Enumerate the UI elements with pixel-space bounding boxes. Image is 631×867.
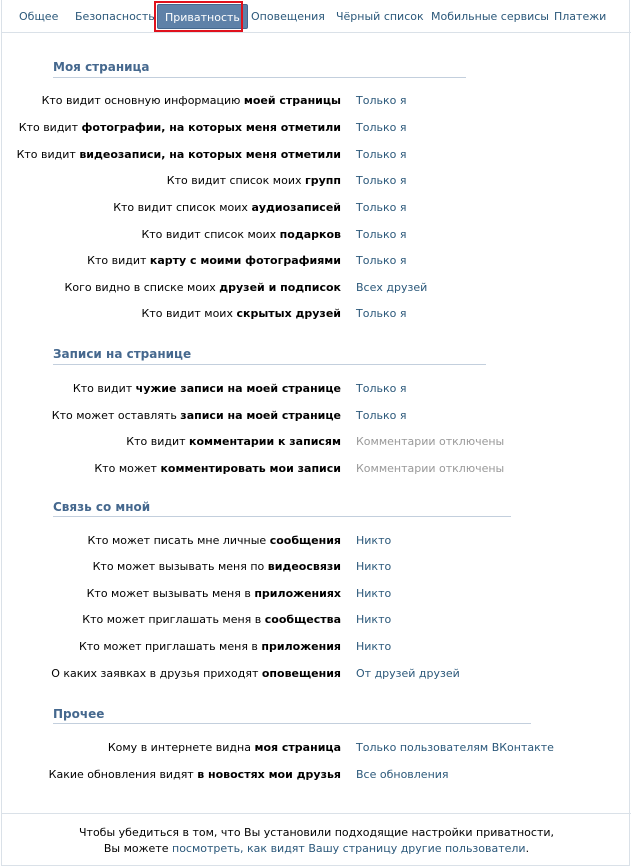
privacy-row-label: Кто видит список моих аудиозаписей <box>113 201 341 214</box>
privacy-row-label: Кто может оставлять записи на моей странице <box>51 409 341 422</box>
section-title-other: Прочее <box>53 707 105 721</box>
privacy-row-value[interactable]: Все обновления <box>356 768 449 781</box>
privacy-row-label: Кто может вызывать меня по видеосвязи <box>92 560 341 573</box>
privacy-row-value[interactable]: Никто <box>356 560 392 573</box>
privacy-row-value[interactable]: Только я <box>356 121 407 134</box>
privacy-row-label: Кто видит моих скрытых друзей <box>141 307 341 320</box>
privacy-row-value[interactable]: Только я <box>356 254 407 267</box>
settings-tabs <box>2 0 631 33</box>
privacy-row-value[interactable]: Только пользователям ВКонтакте <box>356 741 554 754</box>
privacy-row-value[interactable]: Только я <box>356 174 407 187</box>
privacy-row-label: Кто видит список моих групп <box>166 174 341 187</box>
privacy-row-value[interactable]: Только я <box>356 228 407 241</box>
tab-notifications[interactable]: Оповещения <box>251 10 325 23</box>
privacy-row-value[interactable]: Только я <box>356 382 407 395</box>
privacy-row-value: Комментарии отключены <box>356 435 505 448</box>
tab-blacklist[interactable]: Чёрный список <box>336 10 424 23</box>
section-divider <box>53 364 486 365</box>
privacy-row-value[interactable]: Никто <box>356 640 392 653</box>
privacy-row-label: Кто видит фотографии, на которых меня отметили <box>18 121 341 134</box>
tab-payments[interactable]: Платежи <box>554 10 607 23</box>
privacy-row-label: О каких заявках в друзья приходят оповещения <box>51 667 341 680</box>
section-title-wall: Записи на странице <box>53 347 192 361</box>
privacy-row-label: Кто видит видеозаписи, на которых меня отметили <box>16 148 341 161</box>
section-divider <box>53 516 511 517</box>
privacy-row-label: Кого видно в списке моих друзей и подписок <box>64 281 341 294</box>
privacy-footer-note <box>2 825 631 857</box>
view-page-as-others-link[interactable]: посмотреть, как видят Вашу страницу другие пользователи <box>172 842 526 855</box>
privacy-row-value[interactable]: От друзей друзей <box>356 667 460 680</box>
tab-privacy[interactable]: Приватность <box>157 4 248 29</box>
privacy-row-label: Кто может приглашать меня в сообщества <box>82 613 341 626</box>
footer-line-1: Чтобы убедиться в том, что Вы установили подходящие настройки приватности, <box>79 826 554 839</box>
privacy-row-label: Кто может вызывать меня в приложениях <box>86 587 341 600</box>
tab-security[interactable]: Безопасность <box>75 10 155 23</box>
section-title-contact: Связь со мной <box>53 500 151 514</box>
privacy-row-value[interactable]: Только я <box>356 307 407 320</box>
privacy-row-value[interactable]: Только я <box>356 201 407 214</box>
privacy-row-value[interactable]: Никто <box>356 587 392 600</box>
footer-divider <box>2 813 631 814</box>
privacy-row-value[interactable]: Только я <box>356 148 407 161</box>
section-title-my-page: Моя страница <box>53 60 150 74</box>
section-divider <box>53 77 466 78</box>
section-divider <box>53 723 531 724</box>
privacy-row-value[interactable]: Никто <box>356 613 392 626</box>
privacy-row-value[interactable]: Только я <box>356 94 407 107</box>
privacy-row-label: Кто видит чужие записи на моей странице <box>72 382 341 395</box>
privacy-row-label: Кто видит комментарии к записям <box>126 435 341 448</box>
privacy-row-label: Кто может писать мне личные сообщения <box>87 534 341 547</box>
privacy-row-label: Какие обновления видят в новостях мои друзья <box>48 768 341 781</box>
tab-general[interactable]: Общее <box>19 10 59 23</box>
privacy-row-label: Кто видит карту с моими фотографиями <box>87 254 341 267</box>
tab-mobile-services[interactable]: Мобильные сервисы <box>431 10 549 23</box>
footer-line-2: Вы можете посмотреть, как видят Вашу страницу другие пользователи. <box>103 842 530 855</box>
privacy-row-value: Комментарии отключены <box>356 462 505 475</box>
privacy-row-label: Кто видит основную информацию моей страницы <box>41 94 341 107</box>
settings-frame <box>1 0 630 866</box>
privacy-row-value[interactable]: Только я <box>356 409 407 422</box>
privacy-row-label: Кто видит список моих подарков <box>141 228 341 241</box>
active-tab-highlight <box>154 1 243 32</box>
privacy-row-label: Кто может комментировать мои записи <box>94 462 341 475</box>
privacy-row-value[interactable]: Никто <box>356 534 392 547</box>
privacy-row-value[interactable]: Всех друзей <box>356 281 428 294</box>
privacy-row-label: Кто может приглашать меня в приложения <box>78 640 341 653</box>
privacy-row-label: Кому в интернете видна моя страница <box>107 741 341 754</box>
